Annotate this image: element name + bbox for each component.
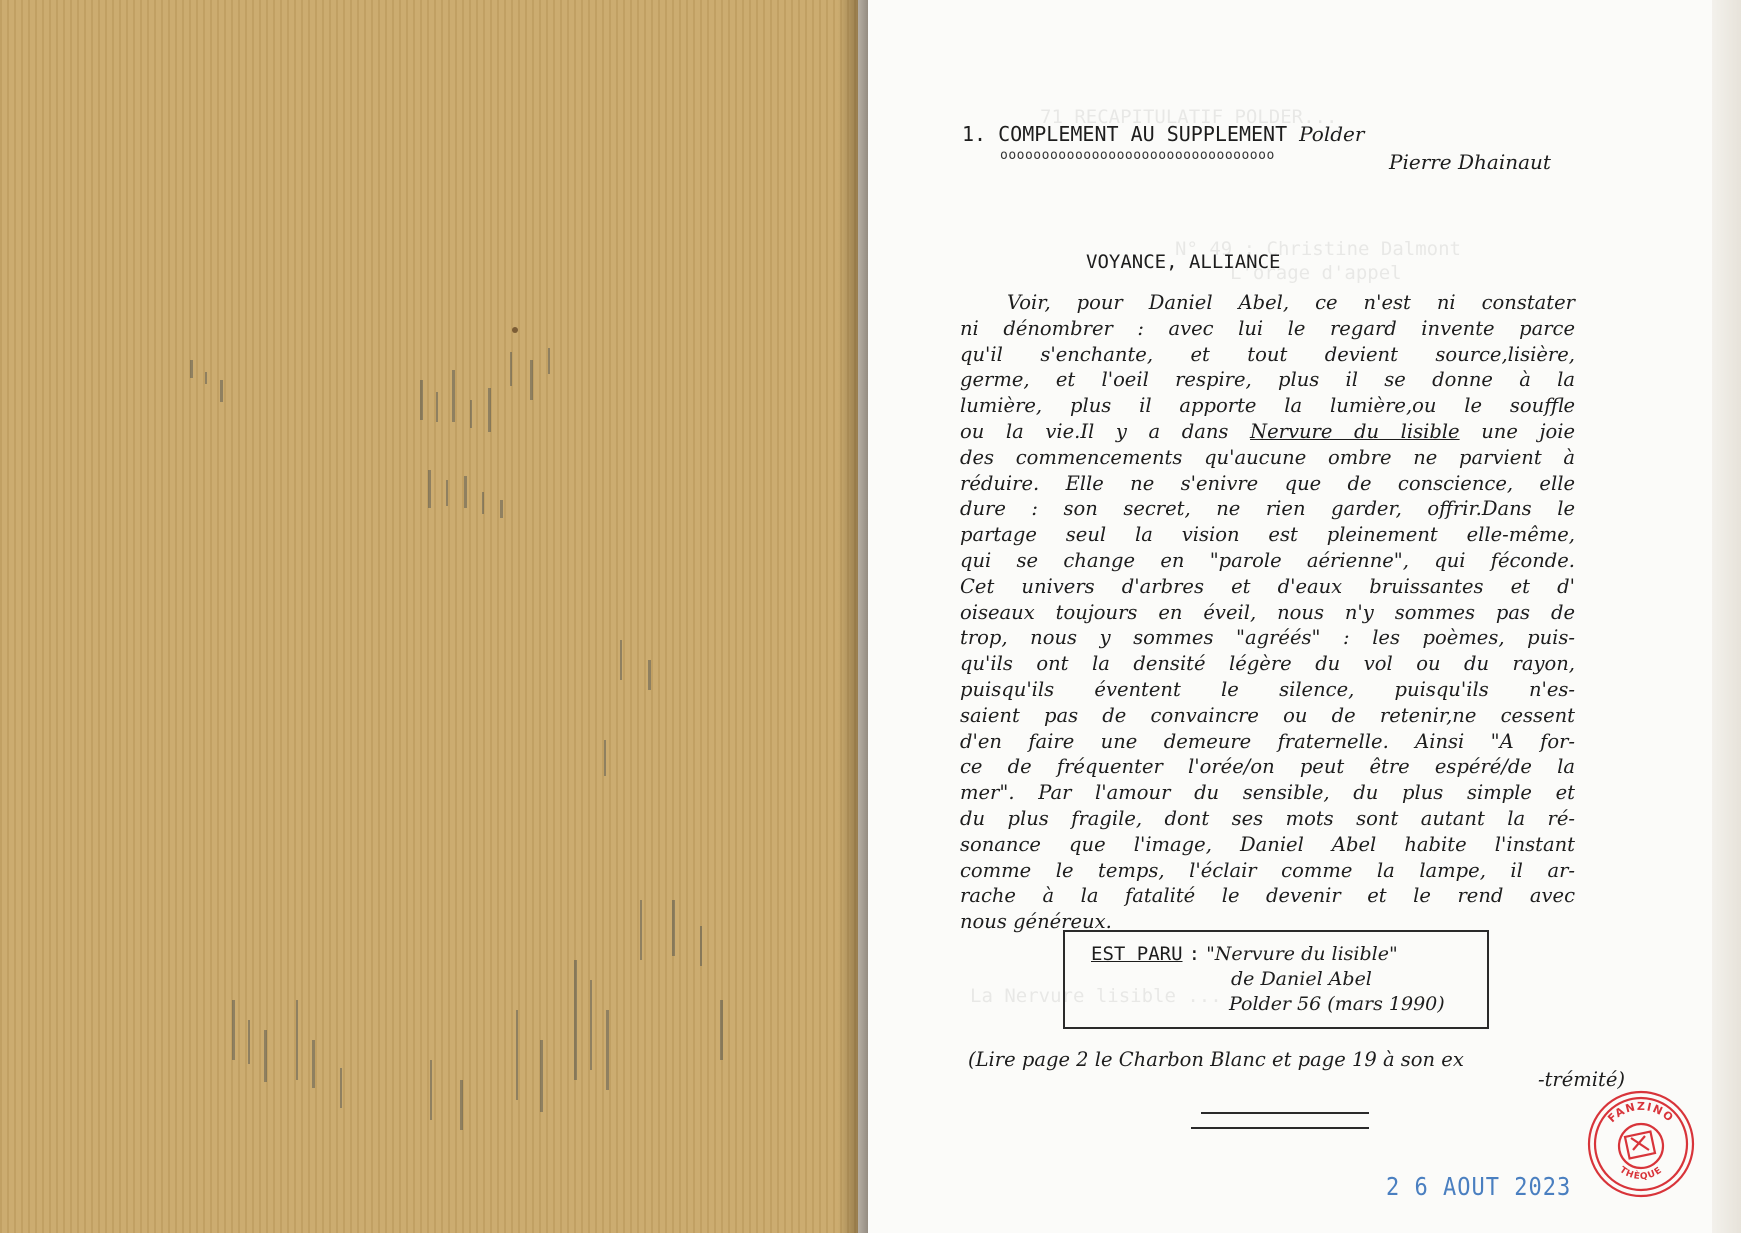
body-line-with-title: ou la vie.Il y a dans Nervure du lisible une joie xyxy=(960,419,1576,443)
body-line: rache à la fatalité le devenir et le rend avec xyxy=(960,884,1575,908)
section-author: Pierre Dhainaut xyxy=(1389,150,1551,174)
page-edge xyxy=(1712,0,1741,1233)
body-line: des commencements qu'aucune ombre ne parvient à xyxy=(960,445,1575,469)
date-stamp: 2 6 AOUT 2023 xyxy=(1386,1173,1572,1202)
show-through: La Nervure lisible ... xyxy=(970,985,1222,1007)
cross-reference-note-end: -trémité) xyxy=(1538,1068,1625,1091)
body-line: oiseaux toujours en éveil, nous n'y sommes pas de xyxy=(960,600,1575,624)
svg-text:THÈQUE: THÈQUE xyxy=(1617,1165,1665,1183)
notice-author: de Daniel Abel xyxy=(1231,968,1372,990)
show-through: L'orage d'appel xyxy=(1230,262,1402,284)
body-line: du plus fragile, dont ses mots sont autant la ré- xyxy=(960,806,1575,830)
body-line: réduire. Elle ne s'enivre que de conscience, elle xyxy=(960,471,1575,495)
body-line: saient pas de convaincre ou de retenir,ne cessent xyxy=(960,703,1575,727)
section-rule: ooooooooooooooooooooooooooooooooo xyxy=(1000,148,1275,163)
notice-issue: Polder 56 (mars 1990) xyxy=(1229,993,1445,1015)
end-rule xyxy=(1191,1127,1369,1129)
body-line: partage seul la vision est pleinement elle-même, xyxy=(960,523,1575,547)
body-line: ce de fréquenter l'orée/on peut être espéré/de la xyxy=(960,755,1575,779)
spine-shadow xyxy=(838,0,868,1233)
body-line: puisqu'ils éventent le silence, puisqu'ils n'es- xyxy=(960,677,1575,701)
body-line: nous généreux. xyxy=(960,910,1112,934)
end-rule xyxy=(1201,1112,1369,1114)
notice-line: EST PARU : "Nervure du lisible" xyxy=(1091,943,1398,965)
body-line: d'en faire une demeure fraternelle. Ainsi "A for- xyxy=(960,729,1575,753)
body-line: Cet univers d'arbres et d'eaux bruissantes et d' xyxy=(960,574,1575,598)
body-line: comme le temps, l'éclair comme la lampe, il ar- xyxy=(960,858,1575,882)
svg-text:FANZINO: FANZINO xyxy=(1605,1099,1677,1126)
body-line: sonance que l'image, Daniel Abel habite l'instant xyxy=(960,832,1575,856)
show-through: 71 RECAPITULATIF POLDER... xyxy=(1040,106,1338,128)
body-line: ni dénombrer : avec lui le regard invente parce xyxy=(960,316,1575,340)
cross-reference-note: (Lire page 2 le Charbon Blanc et page 19 à son ex xyxy=(968,1048,1464,1071)
body-line: qui se change en "parole aérienne", qui féconde. xyxy=(960,548,1575,572)
body-line: germe, et l'oeil respire, plus il se donne à la xyxy=(960,368,1575,392)
body-line: dure : son secret, ne rien garder, offrir.Dans le xyxy=(960,497,1575,521)
article-body xyxy=(960,290,1575,935)
section-title: 1. COMPLEMENT AU SUPPLEMENT Polder xyxy=(962,122,1365,146)
body-line: lumière, plus il apporte la lumière,ou le souffle xyxy=(960,394,1575,418)
body-line: mer". Par l'amour du sensible, du plus simple et xyxy=(960,781,1575,805)
book-title-underlined: Nervure du lisible xyxy=(1250,419,1460,443)
notice-label: EST PARU xyxy=(1091,943,1183,965)
body-line: Voir, pour Daniel Abel, ce n'est ni constater xyxy=(1007,291,1575,314)
ink-bleed-through xyxy=(0,0,858,1233)
body-line: qu'il s'enchante, et tout devient source,lisière, xyxy=(960,342,1575,366)
body-line: qu'ils ont la densité légère du vol ou du rayon, xyxy=(960,652,1575,676)
body-line: trop, nous y sommes "agréés" : les poèmes, puis- xyxy=(960,626,1575,650)
library-stamp xyxy=(1585,1088,1697,1200)
article-title: VOYANCE, ALLIANCE xyxy=(1086,251,1281,273)
show-through: N° 49 : Christine Dalmont xyxy=(1175,238,1461,260)
